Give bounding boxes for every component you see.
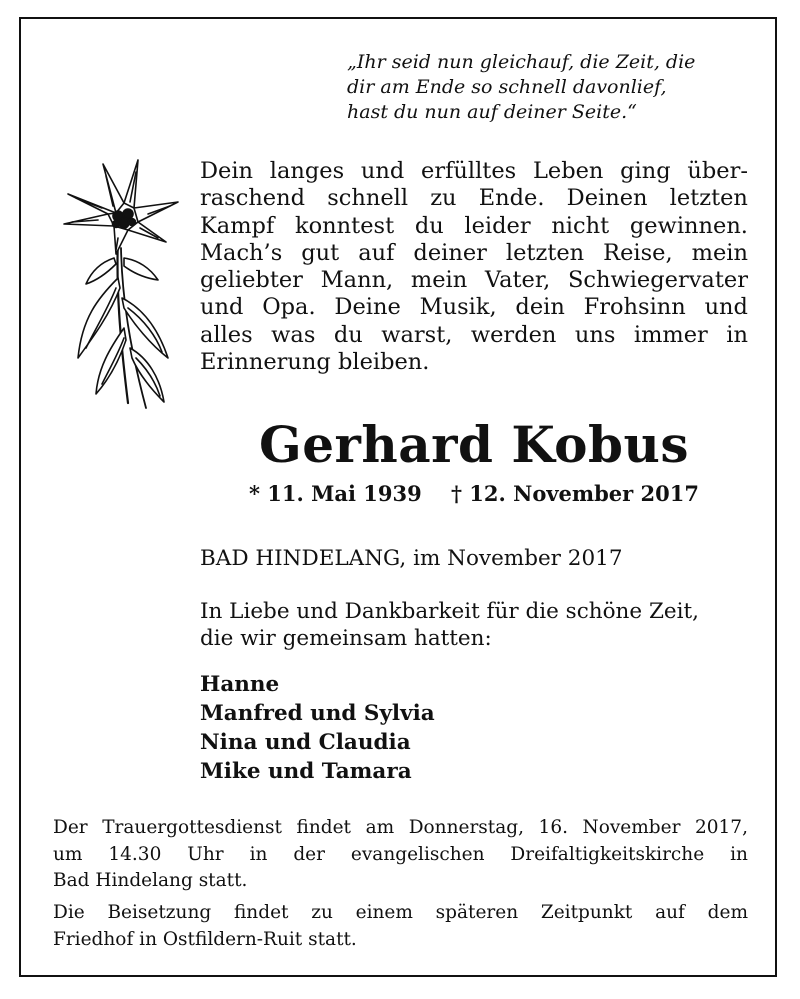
thanks-text (200, 598, 699, 652)
word: um (53, 843, 83, 865)
word: Die (53, 902, 85, 923)
word: letzten (505, 239, 585, 266)
word: uns (574, 321, 616, 348)
service-line (53, 815, 748, 842)
word: evangelischen (350, 843, 485, 865)
word: Vater, (484, 267, 551, 294)
word: mein (410, 267, 468, 294)
word: deiner (413, 239, 487, 266)
word: und (360, 158, 405, 184)
word: späteren (435, 902, 519, 923)
word: in (726, 321, 748, 348)
mourner: Mike und Tamara (200, 759, 412, 784)
word: nicht (551, 212, 610, 239)
word: und (200, 294, 244, 321)
word: du (414, 212, 444, 239)
word: November (582, 817, 681, 838)
word: Der (53, 817, 88, 838)
word: der (293, 843, 325, 865)
word: erfülltes (421, 158, 517, 184)
word: alles (200, 321, 253, 348)
word: findet (233, 902, 289, 923)
word: findet (296, 817, 351, 838)
intro-line (200, 267, 748, 294)
word: über- (687, 158, 748, 184)
quote-line: „Ihr seid nun gleichauf, die Zeit, die (347, 51, 696, 73)
intro-line (200, 322, 748, 349)
word: gewinnen. (629, 212, 748, 239)
service-line (53, 842, 748, 869)
word: schnell (327, 185, 409, 212)
mourner: Nina und Claudia (200, 730, 411, 755)
word: Leben (532, 158, 604, 184)
word: Dreifaltigkeitskirche (510, 843, 705, 865)
word: ging (620, 158, 671, 184)
word: Uhr (187, 843, 224, 865)
mourner: Hanne (200, 672, 280, 697)
word: auf (655, 902, 685, 923)
burial-line: Friedhof in Ostfildern-Ruit statt. (53, 928, 357, 950)
word: konntest (295, 212, 395, 239)
word: am (365, 817, 395, 838)
intro-line (200, 213, 748, 240)
edelweiss-icon (58, 158, 183, 413)
word: werden (470, 321, 557, 348)
epitaph-quote (347, 50, 767, 125)
word: zu (311, 902, 333, 923)
intro-line (200, 294, 748, 321)
word: Schwiegervater (567, 267, 748, 294)
word: Deine (334, 294, 401, 321)
word: Reise, (603, 239, 673, 266)
service-info (53, 815, 748, 895)
word: zu (430, 185, 457, 212)
word: dein (515, 294, 565, 321)
word: Mach’s (200, 239, 283, 266)
word: Beisetzung (107, 902, 212, 923)
thanks-line: In Liebe und Dankbarkeit für die schöne Zeit, (200, 599, 699, 624)
burial-line (53, 900, 748, 927)
word: raschend (200, 185, 306, 212)
word: Deinen (566, 185, 648, 212)
word: Trauergottesdienst (102, 817, 282, 838)
word: 16. (538, 817, 568, 838)
intro-text (200, 158, 748, 376)
word: Opa. (262, 294, 316, 321)
word: du (333, 321, 363, 348)
intro-line (200, 158, 748, 185)
word: einem (355, 902, 413, 923)
life-dates: * 11. Mai 1939 † 12. November 2017 (249, 481, 699, 506)
word: mein (691, 239, 748, 266)
word: und (704, 294, 748, 321)
intro-line (200, 185, 748, 212)
quote-line: dir am Ende so schnell davonlief, (347, 76, 667, 98)
intro-line: Erinnerung bleiben. (200, 349, 430, 376)
deceased-name: Gerhard Kobus (259, 415, 689, 474)
word: Frohsinn (583, 294, 686, 321)
word: geliebter (200, 267, 303, 294)
word: 14.30 (108, 843, 162, 865)
thanks-line: die wir gemeinsam hatten: (200, 626, 492, 651)
service-line: Bad Hindelang statt. (53, 870, 248, 891)
word: gut (301, 239, 340, 266)
word: immer (633, 321, 708, 348)
word: Kampf (200, 212, 275, 239)
mourner: Manfred und Sylvia (200, 701, 435, 726)
word: Ende. (478, 185, 545, 212)
intro-line (200, 240, 748, 267)
word: was (271, 321, 316, 348)
word: 2017, (695, 817, 748, 838)
word: langes (269, 158, 345, 184)
word: leider (464, 212, 531, 239)
word: Zeitpunkt (540, 902, 633, 923)
burial-info (53, 900, 748, 953)
word: in (730, 843, 748, 865)
quote-line: hast du nun auf deiner Seite.“ (347, 101, 637, 123)
word: dem (707, 902, 748, 923)
word: auf (358, 239, 395, 266)
word: Dein (200, 158, 254, 184)
mourners-list (200, 670, 435, 786)
word: Mann, (320, 267, 394, 294)
word: Donnerstag, (408, 817, 524, 838)
word: letzten (669, 185, 748, 212)
place-date: BAD HINDELANG, im November 2017 (200, 546, 623, 571)
word: Musik, (419, 294, 497, 321)
word: warst, (381, 321, 453, 348)
word: in (249, 843, 268, 865)
